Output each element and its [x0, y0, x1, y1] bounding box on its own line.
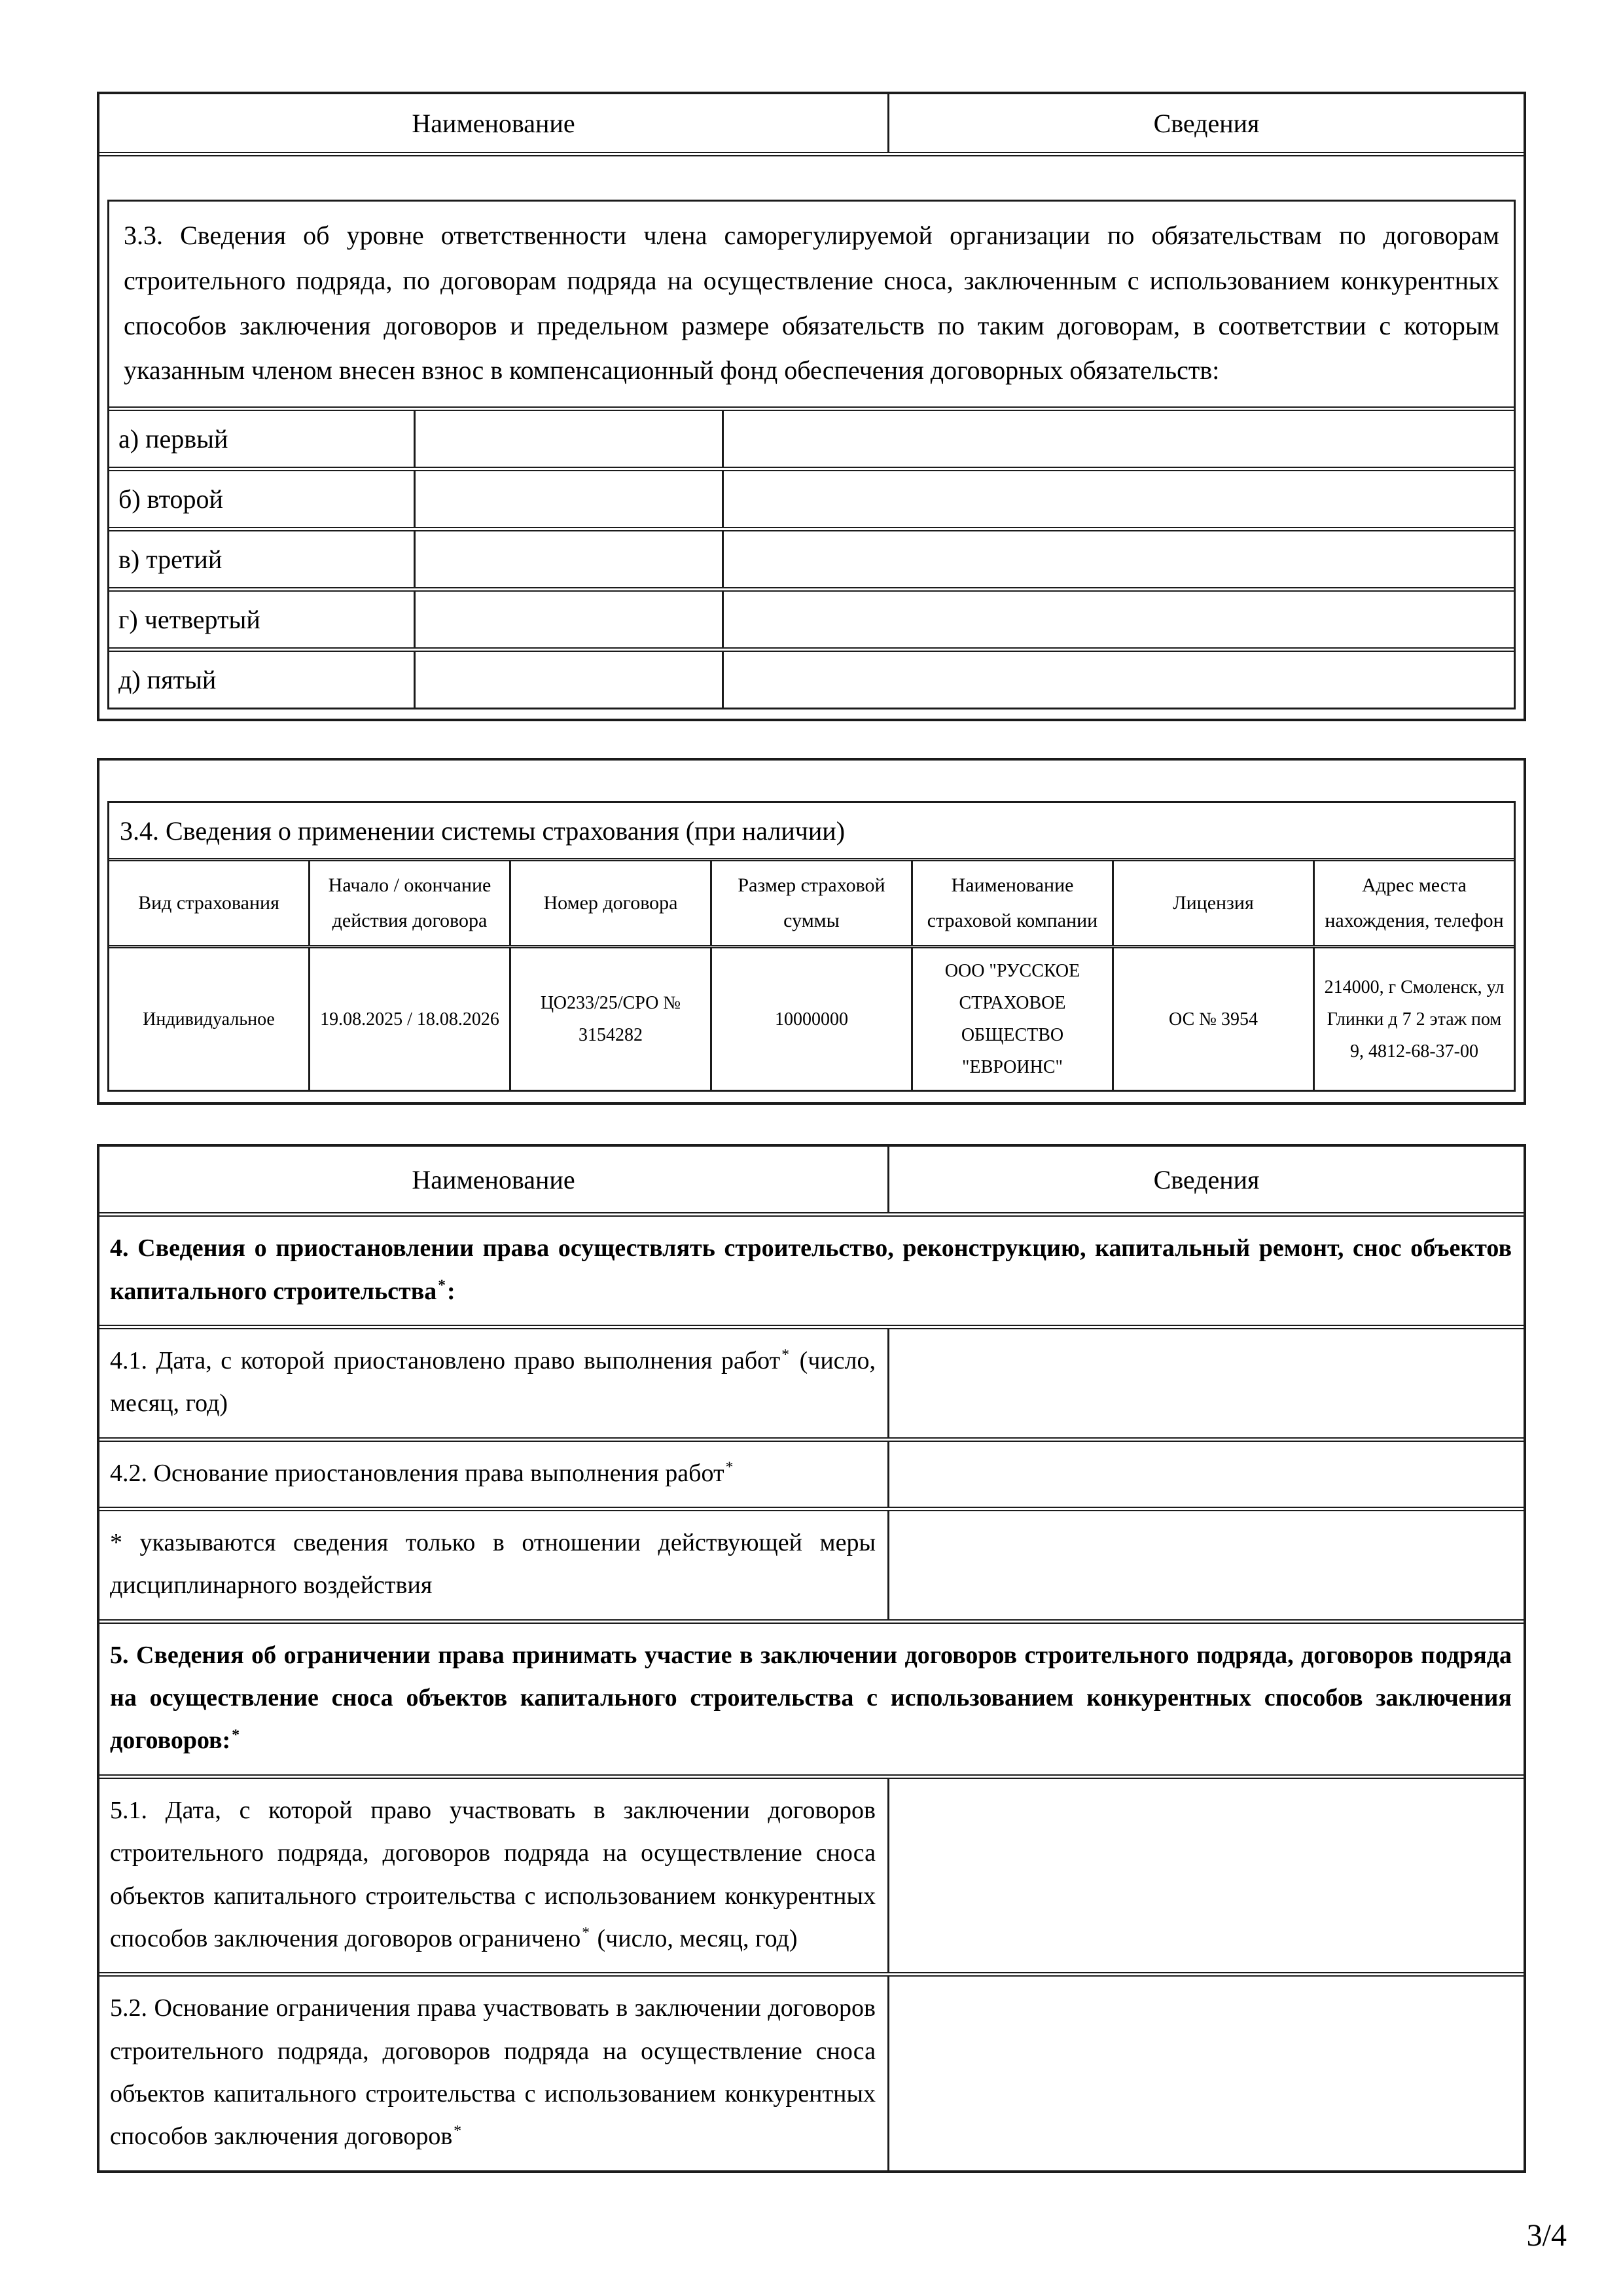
row-4-2-value-cell [889, 1442, 1524, 1507]
row-4-1 [99, 1325, 1524, 1437]
table-section-3-3 [97, 92, 1526, 721]
table-section-3-4 [97, 758, 1526, 1105]
cell-contract-number: ЦО233/25/СРО № 3154282 [511, 948, 712, 1090]
table1-header-name-cell [99, 94, 889, 152]
level-a-value-cell [416, 411, 724, 467]
table1-header-info-cell [889, 94, 1524, 152]
cell-insurer-name: ООО "РУССКОЕ СТРАХОВОЕ ОБЩЕСТВО "ЕВРОИНС" [913, 948, 1114, 1090]
col-license: Лицензия [1114, 861, 1315, 945]
level-g-value-cell [416, 592, 724, 647]
section-5-main-text: 5. Сведения об ограничении права принимать участие в заключении договоров строительного подряда, договоров подряда на осуществление сноса объектов капитального строительства с использованием конкурентных способов заключения договоров: [110, 1641, 1512, 1755]
col-insurer-name: Наименование страховой компании [913, 861, 1114, 945]
footnote-row [99, 1507, 1524, 1619]
asterisk-mark: * [438, 1276, 446, 1294]
section-3-3-box [107, 200, 1516, 709]
row-5-1-tail-text: (число, месяц, год) [590, 1924, 798, 1952]
level-a-extra-cell [724, 411, 1514, 467]
table3-header-name-cell [99, 1147, 889, 1212]
cell-license: ОС № 3954 [1114, 948, 1315, 1090]
section-4-tail-text: : [447, 1277, 455, 1305]
col-insurance-type: Вид страхования [109, 861, 310, 945]
level-b-value-cell [416, 471, 724, 527]
row-5-1 [99, 1774, 1524, 1972]
insurance-data-row [109, 945, 1514, 1090]
row-5-2-label [99, 1977, 889, 2170]
level-d-value-cell [416, 652, 724, 708]
row-4-1-value-cell [889, 1329, 1524, 1437]
header-info-label: Сведения [1153, 108, 1260, 138]
header-name-label: Наименование [412, 108, 575, 138]
section-4-row [99, 1212, 1524, 1325]
level-b-extra-cell [724, 471, 1514, 527]
row-4-1-tail-text: (число, месяц, год) [110, 1346, 876, 1418]
section-4-text [99, 1217, 1524, 1325]
insurance-box [107, 801, 1516, 1092]
table1-header-row [99, 94, 1524, 152]
level-v-extra-cell [724, 531, 1514, 587]
level-g-label: г) четвертый [109, 592, 416, 647]
row-5-2-value-cell [889, 1977, 1524, 2170]
cell-insured-sum: 10000000 [712, 948, 913, 1090]
row-5-2 [99, 1972, 1524, 2170]
level-row-a [109, 406, 1514, 467]
cell-insurance-type: Индивидуальное [109, 948, 310, 1090]
asterisk-mark: * [725, 1458, 734, 1476]
row-4-2 [99, 1437, 1524, 1507]
footnote-text: * указываются сведения только в отношении действующей меры дисциплинарного воздействия [99, 1511, 889, 1619]
header-info-label: Сведения [1153, 1164, 1260, 1194]
section-5-row [99, 1619, 1524, 1774]
row-5-1-value-cell [889, 1779, 1524, 1972]
col-address: Адрес места нахождения, телефон [1325, 874, 1504, 932]
section-5-text [99, 1624, 1524, 1774]
col-insured-sum: Размер страховой суммы [712, 861, 913, 945]
col-contract-number: Номер договора [511, 861, 712, 945]
cell-contract-period: 19.08.2025 / 18.08.2026 [310, 948, 511, 1090]
level-row-g [109, 587, 1514, 647]
section-3-3-text: 3.3. Сведения об уровне ответственности члена саморегулируемой организации по обязательствам по договорам строительного подряда, по договорам подряда на осуществление сноса, заключенным с использованием конкурентных способов заключения договоров и предельном размере обязательств по таким договорам, в соответствии с которым указанным членом внесен взнос в компенсационный фонд обеспечения договорных обязательств: [124, 221, 1499, 386]
row-4-1-label [99, 1329, 889, 1437]
row-5-1-label [99, 1779, 889, 1972]
level-row-d [109, 647, 1514, 708]
cell-address: 214000, г Смоленск, ул Глинки д 7 2 этаж пом 9, 4812-68-37-00 [1324, 977, 1505, 1062]
asterisk-mark: * [781, 1346, 790, 1364]
level-row-v [109, 527, 1514, 587]
header-name-label: Наименование [412, 1164, 575, 1194]
section-4-main-text: 4. Сведения о приостановлении права осуществлять строительство, реконструкцию, капитальный ремонт, снос объектов капитального строительства [110, 1234, 1512, 1305]
footnote-value-cell [889, 1511, 1524, 1619]
row-4-2-label [99, 1442, 889, 1507]
level-row-b [109, 467, 1514, 527]
level-v-value-cell [416, 531, 724, 587]
row-4-2-text: 4.2. Основание приостановления права выполнения работ [110, 1459, 724, 1487]
level-b-label: б) второй [109, 471, 416, 527]
col-contract-period: Начало / окончание действия договора [310, 861, 511, 945]
asterisk-mark: * [454, 2122, 462, 2140]
row-4-1-text: 4.1. Дата, с которой приостановлено право выполнения работ [110, 1346, 781, 1374]
level-a-label: а) первый [109, 411, 416, 467]
table2-spacer [99, 761, 1524, 801]
row-5-2-text: 5.2. Основание ограничения права участвовать в заключении договоров строительного подряда, договоров подряда на осуществление сноса объектов капитального строительства с использованием конкурентных способов заключения договоров [110, 1994, 876, 2151]
section-3-4-title: 3.4. Сведения о применении системы страхования (при наличии) [120, 816, 846, 846]
level-v-label: в) третий [109, 531, 416, 587]
insurance-header-row [109, 858, 1514, 945]
table-sections-4-5 [97, 1144, 1526, 2172]
level-d-extra-cell [724, 652, 1514, 708]
table3-header-info-cell [889, 1147, 1524, 1212]
level-d-label: д) пятый [109, 652, 416, 708]
table1-spacer [99, 152, 1524, 200]
level-g-extra-cell [724, 592, 1514, 647]
asterisk-mark: * [232, 1726, 240, 1744]
row-5-1-text: 5.1. Дата, с которой право участвовать в заключении договоров строительного подряда, договоров подряда на осуществление сноса объектов капитального строительства с использованием конкурентных способов заключения договоров ограничено [110, 1796, 876, 1952]
table3-header-row [99, 1147, 1524, 1212]
page-number: 3/4 [1526, 2218, 1567, 2253]
asterisk-mark: * [582, 1924, 590, 1942]
